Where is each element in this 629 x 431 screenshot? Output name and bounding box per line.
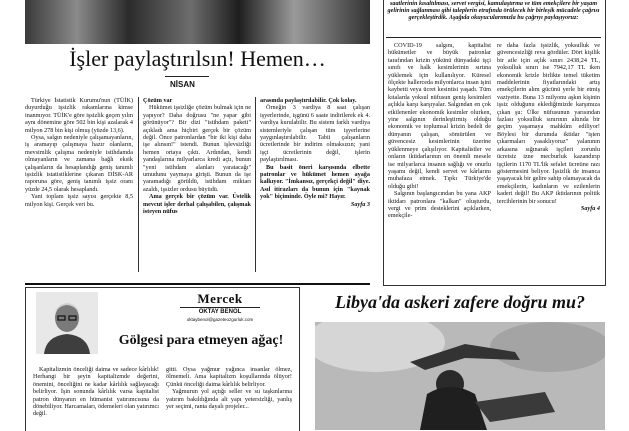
paragraph: gitti. Oysa yağmur yağınca insanlar ölmez, ölmemeli. Ama kapitalizm koşullarında ölüyor! Çünkü önceliği daima kârlılık belirliyor. xyxy=(166,366,292,388)
author-name: OKTAY BENOL xyxy=(198,309,242,315)
paragraph: Oysa, salgın nedeniyle çalışamayanların, iş aramayıp çalışmaya hazır olanların, mevsimlik çalışma nedeniyle istihdamda olmayanların ve zamana bağlı eksik çalışanların da hesaplandığı geniş tanımlı işsizlik istatistiklerine çıkaran DİSK-AR raporuna göre, geniş tanımlı işsiz oranı yüzde 24,5 olarak hesaplandı. xyxy=(25,134,133,193)
main-col-2 xyxy=(143,97,251,275)
main-byline: NİSAN xyxy=(170,80,195,89)
paragraph: Ama gerçek bir çözüm var. Üstelik mevcut işler derhal çalışabilen, çalışmak isteyen nüfus xyxy=(143,193,251,216)
paragraph: Kapitalizmin önceliği daima ve sadece kârlılık! Herhangi bir şeyin kapitalizmde değerini, önemini, önceliğini ne kadar kârlılık sağlayacağı belirliyor. İşin sonunda kârlılık varsa kapitalist patron dünyanın en hümanist yatırımcısına da dönebiliyor. Harcamaları, ödemeleri olan yatırımcı değil. xyxy=(33,366,159,418)
main-col-3 xyxy=(260,97,370,275)
mercek-col-2 xyxy=(166,366,292,430)
subheading: Çözüm var xyxy=(143,97,173,104)
column-rule xyxy=(138,97,139,272)
mercek-col-1 xyxy=(33,366,159,430)
top-photo xyxy=(25,0,370,44)
paragraph: Türkiye İstatistik Kurumu'nun (TÜİK) duyurduğu işsizlik rakamlarına kimse inanmıyor. TÜİK'e göre işsizlik geçen yılın aynı dönemine göre 502 bin kişi azalarak 4 milyon 278 bin kişi olmuş (yüzde 13,6). xyxy=(25,97,133,134)
author-photo xyxy=(36,292,98,354)
page-ref: Sayfa 3 xyxy=(350,200,370,208)
main-headline: İşler paylaştırılsın! Hemen… xyxy=(69,46,326,71)
paragraph: Bu basit öneri karşısında elbette patronlar ve hükümet hemen ayağa kalkıyor. "İmkansız, gerçekçi değil" diye. Asıl itirazları da bunun için "kaynak yok" biçiminde. Öyle mi? Hayır. xyxy=(260,163,370,201)
paragraph: Salgının başlangıcından bu yana AKP iktidarı patronlara "kalkan" oluşturdu, vergi ve prim desteklerini açıklarken, emekçile- xyxy=(388,190,491,220)
main-col-1 xyxy=(25,97,133,275)
byline-rule xyxy=(165,76,209,77)
mercek-rule xyxy=(180,307,260,308)
sidebar-rule xyxy=(386,37,601,38)
paragraph: Hükümet işsizliğe çözüm bulmak için ne yapıyor? Daha doğrusu "ne yapar gibi görünüyor"? Bir dizi "istihdam paketi" açıkladı ama hiçbiri gerçek bir çözüm değil. Önce patronlardan "bir iki kişi daha işe alınsın!" istendi. Bunun işlevsizliği hemen ortaya çıktı. Ardından, kendi yandaşlarına milyarlarca kredi açtı, bunun "yeni istihdam alanları yaratacağı" umudunu yaymaya girişti. Bunun da işe yaramadığı görüldü, istihdam miktarı azaldı, işsizler ordusu büyüdü. xyxy=(143,104,251,193)
paragraph: Yani toplam işsiz sayısı gerçekte 8,5 milyon kişi. Gerçek veri bu. xyxy=(25,193,133,208)
mercek-headline: Gölgesi para etmeyen ağaç! xyxy=(118,333,284,348)
sidebar-col-1 xyxy=(388,42,491,282)
author-email[interactable]: oktaybenol@gazeteozgurluk.com xyxy=(186,317,254,322)
paragraph: Örneğin 3 vardiya 8 saat çalışan işyerlerinde, işgünü 6 saate indirilerek ek 4. vardiya kurulabilir. Bu sistem farklı vardiya sistemleriyle çalışan tüm işyerlerine yaygınlaştırılabilir. Tabii çalışanların ücretlerinde bir indirim olmaksızın; yani işçi ücretlerinin değil, işlerin paylaştırılması. xyxy=(260,104,370,164)
sidebar-intro: saatlerinin kısaltılması, servet vergisi, kamulaştırma ve tüm emekçilere bir yaşam gelirinin sağlanması gibi taleplerin etrafında örülecek bir birleşik mücadele çağrısı gerçekleştirdik. Aşağıda okuyucularımızla bu çağrıyı paylaşıyoruz: xyxy=(387,0,600,22)
mercek-section-title: Mercek xyxy=(197,291,243,306)
column-rule xyxy=(255,97,256,272)
paragraph: re daha fazla işsizlik, yoksulluk ve güvencesizliği reva gördüler. Dört kişilik bir aile için açlık sınırı 2438,24 TL, yoksulluk sınırı ise 7942,17 TL iken ekonomik krizle birlikte temel tüketim maddelerinin fiyatlarındaki artış emekçilerin alım gücünü yerle bir etmiş vaziyette. Buna 13 milyonu aşkın kişinin işsiz olduğunu eklediğimizde karşımıza çıkan şu: Ülke nüfusunun yarısından fazlası yoksulluk sınırının altında bir geçim yaşamaya mahkûm ediliyor! Böylesi bir durumda iktidar "işten çıkarmaları yasaklıyoruz" yalanının arkasına sığınarak işçileri zorunlu ücretsiz izne mecburluk kazandırıp işçilerin 1170 TL'lik sefalet ücretine razı göstermesini beliyor. İşsizlik de insanca yaşayacak bir gelire sahip olamayacak da emekçilerin, kadınların ve ezilenlerin kaderi değil! Bu AKP iktidarının politik tercihlerinin bir sonucu! xyxy=(497,42,600,205)
paragraph: COVID-19 salgını, kapitalist hükümetler ve büyük patronlar tarafından krizin yükünü dünyadaki işçi sınıfı ve halk kesimlerinin sırtına yüklemek için kullanılıyor. Küresel ölçekte hallerceda milyonlarca insan işini kaybetti veya ücret kesintisi yaşadı. Tüm kıtalarda yoksul nüfusun geniş kesimleri açlıkla karşı karşıyalar. Salgından en çok etkilenenler ekonomik kesimler olurken, yine salgının derinleştirmiş olduğu ekonomik ve toplumsal krizin bedeli de dünyanın çalışan, sömürülen ve güvencesiz kesimlerinin üzerine yüklenmeye çalışılıyor. Kapitalistler ve onların iktidarlarının en önemli mesele ise milyarlarca insanın sağlığı ve onurlu yaşamı değil, kendi servet ve kârlarını muhafaza etmek. Tıpkı Türkiye'de olduğu gibi! xyxy=(388,42,491,190)
sidebar-col-2 xyxy=(497,42,600,282)
libya-photo xyxy=(315,322,605,430)
paragraph: arasında paylaştırılabilir. Çok kolay. xyxy=(260,97,357,104)
page-ref: Sayfa 4 xyxy=(580,204,600,212)
libya-headline: Libya'da askeri zafere doğru mu? xyxy=(335,292,585,312)
paragraph: Yağmurun yol açtığı seller ve su taşkınlarına yatırım bakıldığında alt yapı yetersizliği, yanlış yer seçimi, ranta dayalı projeler... xyxy=(166,388,292,411)
section-divider xyxy=(25,283,370,285)
